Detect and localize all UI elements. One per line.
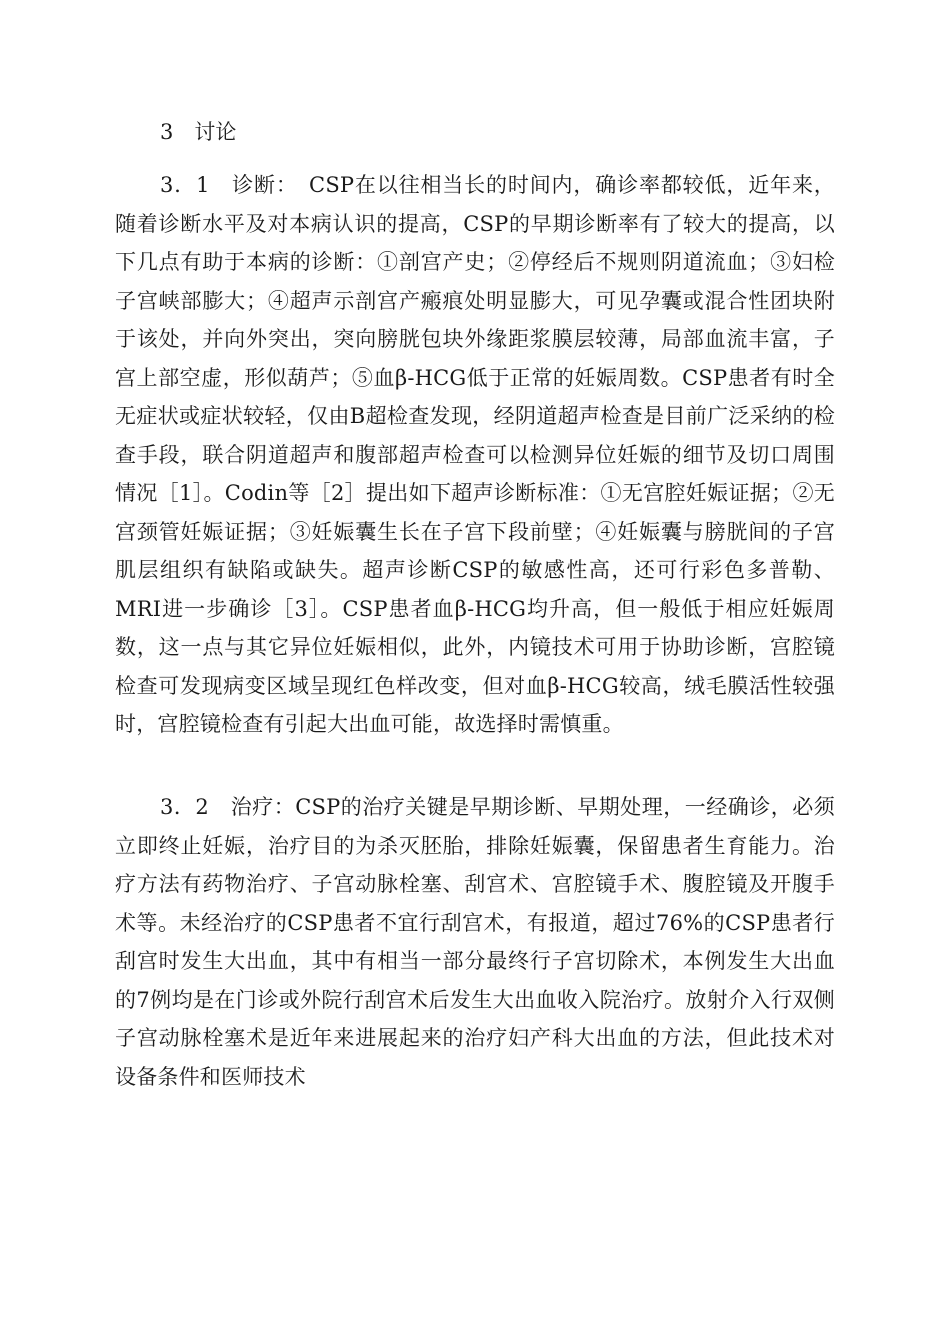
section-heading: 3 讨论: [160, 120, 237, 144]
paragraph-treatment: 3．2 治疗：CSP的治疗关键是早期诊断、早期处理，一经确诊，必须立即终止妊娠，治疗目的为杀灭胚胎，排除妊娠囊，保留患者生育能力。治疗方法有药物治疗、子宫动脉栓塞、刮宫术、宫腔镜手术、腹腔镜及开腹手术等。未经治疗的CSP患者不宜行刮宫术，有报道，超过76%的CSP患者行刮宫时发生大出血，其中有相当一部分最终行子宫切除术，本例发生大出血的7例均是在门诊或外院行刮宫术后发生大出血收入院治疗。放射介入行双侧子宫动脉栓塞术是近年来进展起来的治疗妇产科大出血的方法，但此技术对设备条件和医师技术: [115, 795, 835, 1089]
paragraph-diagnosis: 3．1 诊断： CSP在以往相当长的时间内，确诊率都较低，近年来，随着诊断水平及对本病认识的提高，CSP的早期诊断率有了较大的提高，以下几点有助于本病的诊断：①剖宫产史；②停经后不规则阴道流血；③妇检子宫峡部膨大；④超声示剖宫产瘢痕处明显膨大，可见孕囊或混合性团块附于该处，并向外突出，突向膀胱包块外缘距浆膜层较薄，局部血流丰富，子宫上部空虚，形似葫芦；⑤血β-HCG低于正常的妊娠周数。CSP患者有时全无症状或症状较轻，仅由B超检查发现，经阴道超声检查是目前广泛采纳的检查手段，联合阴道超声和腹部超声检查可以检测异位妊娠的细节及切口周围情况［1］。Codin等［2］提出如下超声诊断标准：①无宫腔妊娠证据；②无宫颈管妊娠证据；③妊娠囊生长在子宫下段前壁；④妊娠囊与膀胱间的子宫肌层组织有缺陷或缺失。超声诊断CSP的敏感性高，还可行彩色多普勒、MRI进一步确诊［3］。CSP患者血β-HCG均升高，但一般低于相应妊娠周数，这一点与其它异位妊娠相似，此外，内镜技术可用于协助诊断，宫腔镜检查可发现病变区域呈现红色样改变，但对血β-HCG较高，绒毛膜活性较强时，宫腔镜检查有引起大出血可能，故选择时需慎重。: [115, 173, 835, 736]
